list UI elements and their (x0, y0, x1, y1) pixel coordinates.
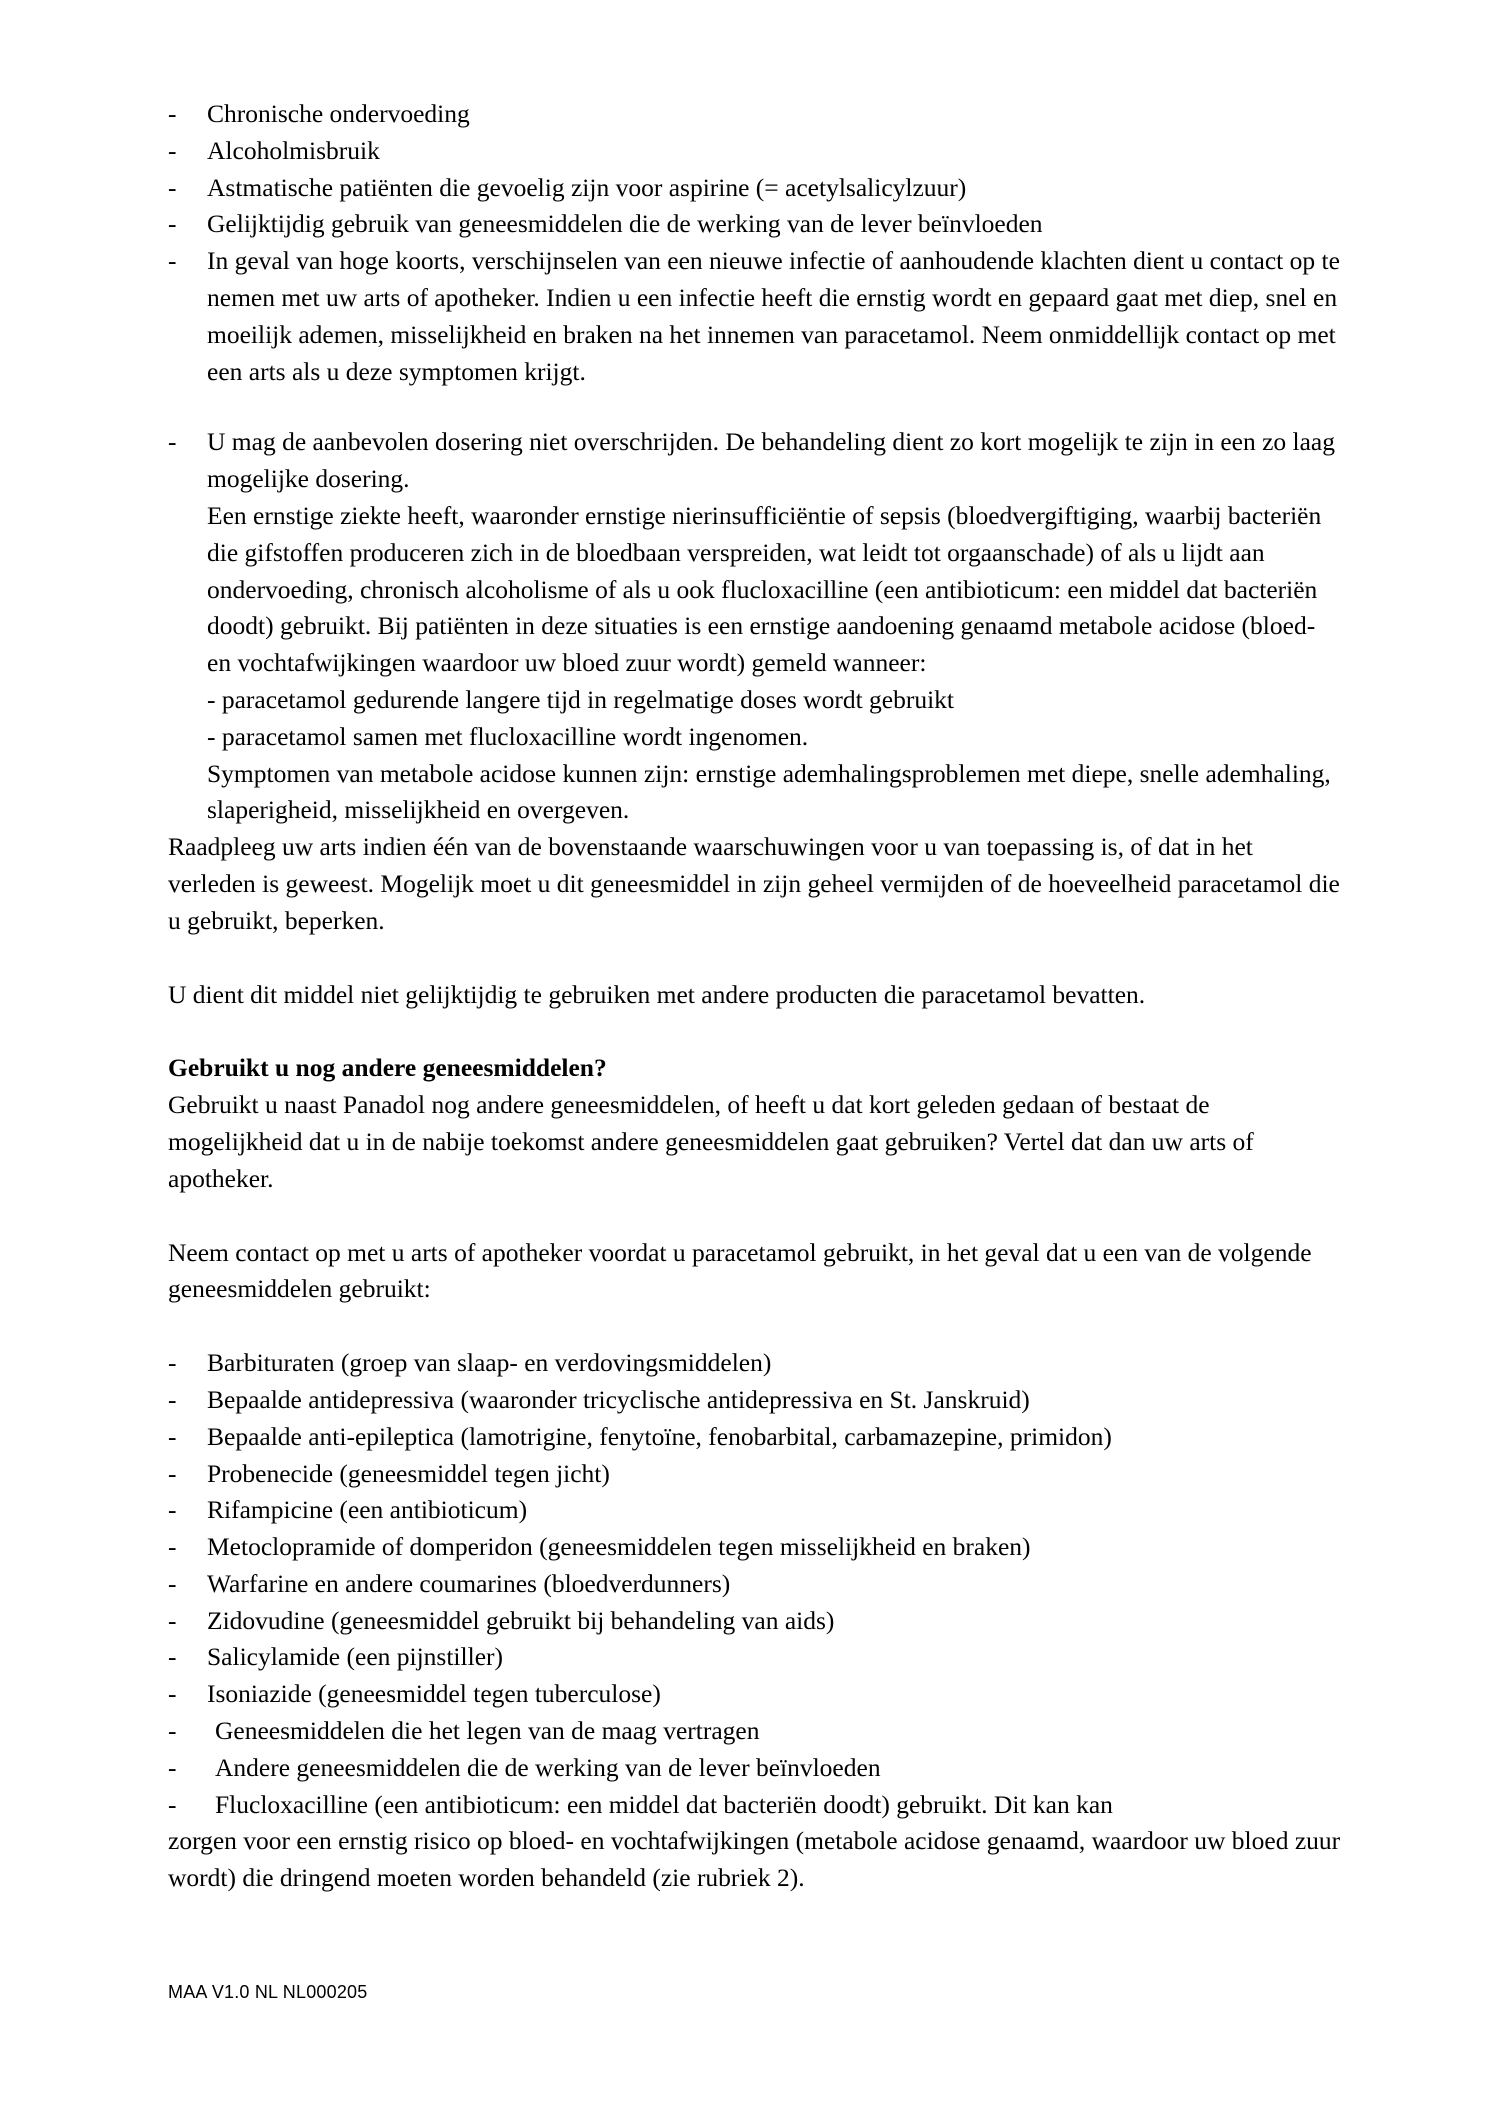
bullet-dash: - (168, 172, 177, 202)
list-item (168, 133, 1344, 170)
list-item-label: Bepaalde anti-epileptica (lamotrigine, fenytoïne, fenobarbital, carbamazepine, primidon) (207, 1421, 1112, 1451)
list-item (168, 1345, 1344, 1382)
list-item-label: Barbituraten (groep van slaap- en verdovingsmiddelen) (207, 1348, 772, 1378)
list-item (168, 1750, 1344, 1787)
list-item-label: Astmatische patiënten die gevoelig zijn voor aspirine (= acetylsalicylzuur) (207, 172, 967, 202)
list-item-label: Flucloxacilline (een antibioticum: een middel dat bacteriën doodt) gebruikt. Dit kan kan (215, 1789, 1113, 1819)
bullet-dash: - (168, 1568, 177, 1598)
list-item (168, 1603, 1344, 1640)
dosing-warning-block (168, 424, 1344, 829)
dosing-sub-item: - paracetamol samen met flucloxacilline wordt ingenomen. (207, 721, 809, 751)
list-item (168, 170, 1344, 207)
spacer (168, 940, 1344, 977)
spacer (168, 1013, 1344, 1050)
bullet-dash: - (168, 1679, 177, 1709)
list-item-label: Rifampicine (een antibioticum) (207, 1495, 528, 1525)
contact-paragraph: Neem contact op met u arts of apotheker voordat u paracetamol gebruikt, in het geval dat u een van de volgende geneesmiddelen gebruikt: (168, 1237, 1312, 1304)
bullet-dash: - (168, 1642, 177, 1672)
bullet-dash: - (168, 99, 177, 128)
list-item-label: Zidovudine (geneesmiddel gebruikt bij behandeling van aids) (207, 1605, 835, 1635)
list-item-label: Salicylamide (een pijnstiller) (207, 1642, 503, 1672)
bullet-dash: - (168, 1348, 177, 1378)
bullet-dash: - (168, 1495, 177, 1525)
footer-document-code: MAA V1.0 NL NL000205 (168, 1982, 368, 2002)
bullet-dash: - (168, 1458, 177, 1488)
bullet-dash: - (168, 1752, 177, 1782)
list-item (168, 206, 1344, 243)
list-item (168, 96, 1344, 133)
other-medicines-paragraph: Gebruikt u naast Panadol nog andere geneesmiddelen, of heeft u dat kort geleden gedaan of bestaat de mogelijkheid dat u in de nabije toekomst andere geneesmiddelen gaat gebruiken? Vertel dat dan uw arts of apotheker. (168, 1090, 1254, 1193)
bullet-dash: - (168, 1716, 177, 1746)
list-item (168, 1676, 1344, 1713)
dosing-lead-text: U mag de aanbevolen dosering niet overschrijden. De behandeling dient zo kort mogelijk te zijn in een zo laag mogelijke dosering. (207, 427, 1336, 494)
list-item (168, 1639, 1344, 1676)
list-item (168, 1529, 1344, 1566)
list-item-label: Gelijktijdig gebruik van geneesmiddelen die de werking van de lever beïnvloeden (207, 209, 1043, 239)
list-item (168, 1787, 1344, 1824)
bullet-dash: - (168, 1605, 177, 1635)
bullet-dash: - (168, 135, 177, 165)
list-item (168, 1492, 1344, 1529)
list-item (168, 1419, 1344, 1456)
bullet-dash: - (168, 1789, 177, 1819)
list-item-label: Isoniazide (geneesmiddel tegen tuberculose) (207, 1679, 661, 1709)
list-item-label: Probenecide (geneesmiddel tegen jicht) (207, 1458, 610, 1488)
interaction-list (168, 1345, 1344, 1823)
spacer (168, 1308, 1344, 1345)
list-item (168, 1566, 1344, 1603)
list-item (168, 1713, 1344, 1750)
bullet-dash: - (168, 1532, 177, 1562)
dosing-symptoms-text: Symptomen van metabole acidose kunnen zijn: ernstige ademhalingsproblemen met diepe, snelle ademhaling, slaperigheid, misselijkheid en overgeven. (207, 758, 1331, 825)
list-item-label: Metoclopramide of domperidon (geneesmiddelen tegen misselijkheid en braken) (207, 1532, 1031, 1562)
list-item-label: Alcoholmisbruik (207, 135, 380, 165)
list-item-label: Andere geneesmiddelen die de werking van de lever beïnvloeden (215, 1752, 881, 1782)
list-item-label: In geval van hoge koorts, verschijnselen van een nieuwe infectie of aanhoudende klachten dient u contact op te nemen met uw arts of apotheker. Indien u een infectie heeft die ernstig wordt en gepaard gaat met diep, snel en moeilijk ademen, misselijkheid en braken na het innemen van paracetamol. Neem onmiddellijk contact op met een arts als u deze symptomen krijgt. (207, 246, 1340, 386)
list-item-label: Chronische ondervoeding (207, 99, 470, 128)
spacer (168, 1198, 1344, 1235)
list-item (168, 1456, 1344, 1493)
consult-paragraph: Raadpleeg uw arts indien één van de bovenstaande waarschuwingen voor u van toepassing is, of dat in het verleden is geweest. Mogelijk moet u dit geneesmiddel in zijn geheel vermijden of de hoeveelheid paracetamol die u gebruikt, beperken. (168, 832, 1340, 935)
list-item-label: Bepaalde antidepressiva (waaronder tricyclische antidepressiva en St. Janskruid) (207, 1384, 1030, 1414)
bullet-dash: - (168, 1421, 177, 1451)
list-item-infection (168, 243, 1344, 390)
dosing-body-text: Een ernstige ziekte heeft, waaronder ernstige nierinsufficiëntie of sepsis (bloedvergiftiging, waarbij bacteriën die gifstoffen produceren zich in de bloedbaan verspreiden, wat leidt tot orgaanschade) of als u lijdt aan ondervoeding, chronisch alcoholisme of als u ook flucloxacilline (een antibioticum: een middel dat bacteriën doodt) gebruikt. Bij patiënten in deze situaties is een ernstige aandoening genaamd metabole acidose (bloed- en vochtafwijkingen waardoor uw bloed zuur wordt) gemeld wanneer: (207, 500, 1322, 678)
spacer (168, 390, 1344, 424)
bullet-dash: - (168, 246, 177, 276)
bullet-dash: - (168, 427, 177, 457)
list-item-label: Geneesmiddelen die het legen van de maag vertragen (215, 1716, 760, 1746)
list-item-label: Warfarine en andere coumarines (bloedverdunners) (207, 1568, 731, 1598)
warnings-list (168, 96, 1344, 390)
list-item (168, 1382, 1344, 1419)
closing-paragraph: zorgen voor een ernstig risico op bloed- en vochtafwijkingen (metabole acidose genaamd, waardoor uw bloed zuur wordt) die dringend moeten worden behandeld (zie rubriek 2). (168, 1826, 1341, 1893)
no-combine-paragraph: U dient dit middel niet gelijktijdig te gebruiken met andere producten die paracetamol bevatten. (168, 979, 1146, 1009)
bullet-dash: - (168, 209, 177, 239)
dosing-sub-item: - paracetamol gedurende langere tijd in regelmatige doses wordt gebruikt (207, 684, 955, 714)
bullet-dash: - (168, 1384, 177, 1414)
section-heading-other-medicines: Gebruikt u nog andere geneesmiddelen? (168, 1053, 607, 1083)
